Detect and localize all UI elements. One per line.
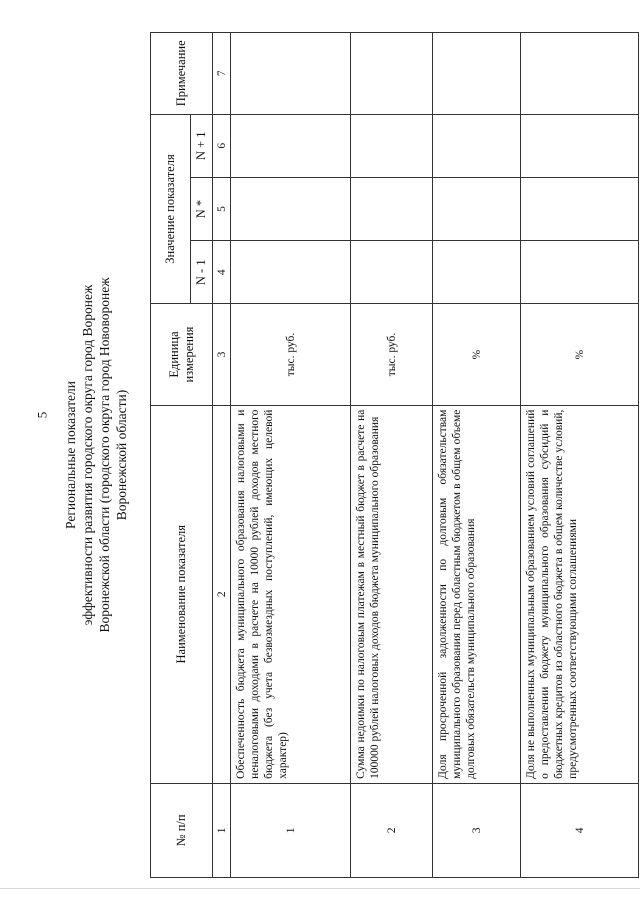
table-row [231,33,351,878]
index-cell: 6 [213,114,231,177]
row-n-plus-1 [231,114,351,177]
index-cell: 5 [213,177,231,240]
header-unit: Единица измерения [151,304,213,405]
header-n-star: N * [191,177,213,240]
indicators-table [150,32,639,878]
index-row [213,33,231,878]
row-n-star [521,177,639,240]
title-line-2: эффективности развития городского округа город Воронеж [80,284,95,626]
row-note [433,33,521,115]
document-title [62,32,130,878]
row-unit: % [433,304,521,405]
header-num: № п/п [151,783,213,877]
row-name: Доля не выполненных муниципальным образованием условий соглашений о предоставлении бюджету муниципального образования субсидий и бюджетных кредитов из областного бюджета в общем количестве условий, предусмотренных соответствующими соглашениями [521,405,639,783]
row-n-plus-1 [433,114,521,177]
table-row [351,33,433,878]
header-name: Наименование показателя [151,405,213,783]
row-name: Доля просроченной задолженности по долговым обязательствам муниципального образования перед областным бюджетом в общем объеме долговых обязательств муниципального образования [433,405,521,783]
row-note [231,33,351,115]
row-name: Обеспеченность бюджета муниципального образования налоговыми и неналоговыми доходами в расчете на 10000 рублей доходов местного бюджета (без учета безвозмездных поступлений, имеющих целевой характер) [231,405,351,783]
title-line-3: Воронежской области (городского округа город Нововоронеж [97,277,112,633]
table-row [433,33,521,878]
header-n-plus-1: N + 1 [191,114,213,177]
row-n-minus-1 [351,241,433,304]
row-num: 2 [351,783,433,877]
row-n-plus-1 [351,114,433,177]
index-cell: 2 [213,405,231,783]
row-unit: тыс. руб. [351,304,433,405]
index-cell: 7 [213,33,231,115]
row-n-minus-1 [521,241,639,304]
index-cell: 4 [213,241,231,304]
row-n-minus-1 [433,241,521,304]
page-bottom-rule [0,888,640,889]
row-num: 3 [433,783,521,877]
row-unit: тыс. руб. [231,304,351,405]
index-cell: 1 [213,783,231,877]
row-num: 1 [231,783,351,877]
header-value-group: Значение показателя [151,114,191,304]
row-name: Сумма недоимки по налоговым платежам в местный бюджет в расчете на 100000 рублей налоговых доходов бюджета муниципального образования [351,405,433,783]
row-note [521,33,639,115]
table-row [521,33,639,878]
title-line-4: Воронежской области) [114,389,129,521]
index-cell: 3 [213,304,231,405]
row-n-star [231,177,351,240]
title-line-1: Региональные показатели [63,381,78,529]
page-number: 5 [34,411,50,419]
row-note [351,33,433,115]
row-n-star [351,177,433,240]
row-n-plus-1 [521,114,639,177]
row-n-minus-1 [231,241,351,304]
header-n-minus-1: N - 1 [191,241,213,304]
row-n-star [433,177,521,240]
rotated-document-body [62,32,640,878]
row-unit: % [521,304,639,405]
header-note: Примечание [151,33,213,115]
row-num: 4 [521,783,639,877]
